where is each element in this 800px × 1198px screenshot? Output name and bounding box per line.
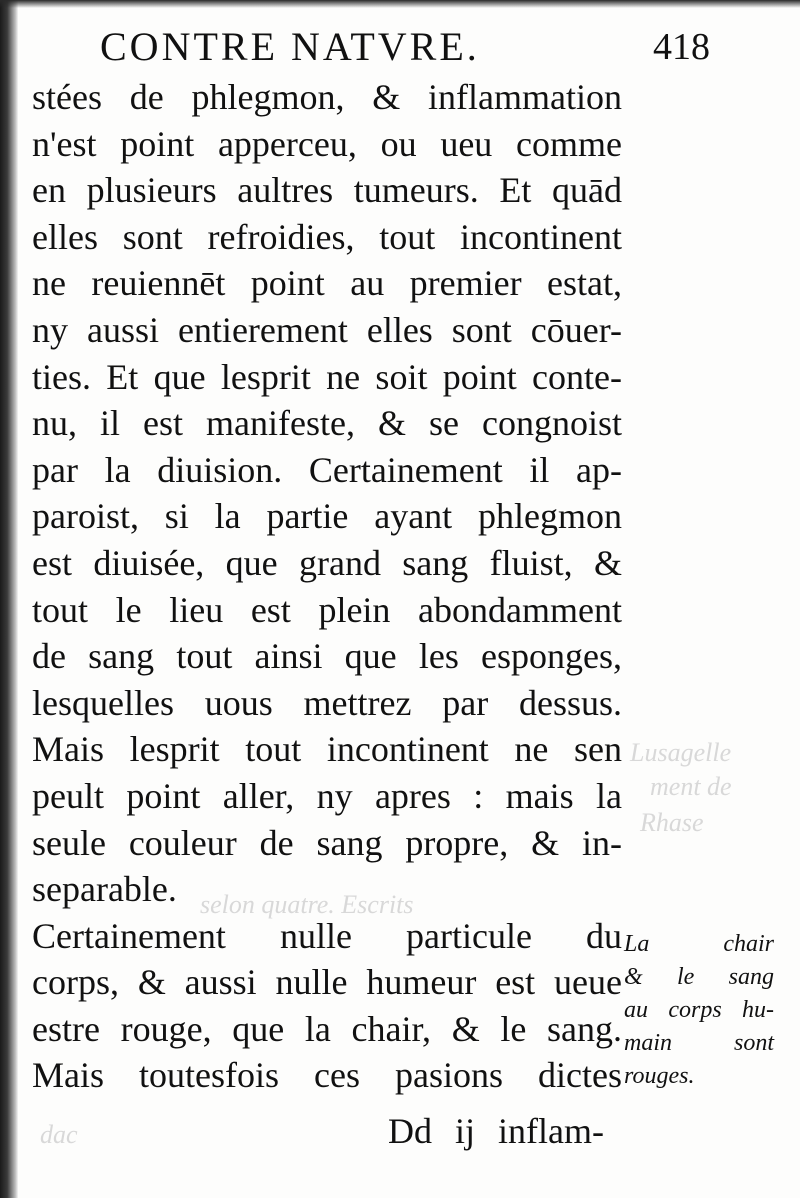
page-top-edge (0, 0, 800, 8)
show-through-text: dac (40, 1120, 78, 1149)
text-line: corps, & aussi nulle humeur est ueue (32, 962, 622, 1003)
text-line: stées de phlegmon, & inflammation (32, 77, 622, 117)
text-line: par la diuision. Certainement il ap- (32, 449, 622, 490)
text-line: ties. Et que lesprit ne soit point conte- (32, 356, 622, 397)
text-line: Mais lesprit tout incontinent ne sen (32, 729, 622, 770)
show-through-text: ment de (650, 772, 732, 801)
text-line: ne reuiennēt point au premier estat, (32, 263, 622, 304)
text-line: de sang tout ainsi que les esponges, (32, 636, 622, 677)
text-line: Mais toutesfois ces pasions dictes (32, 1055, 622, 1096)
margin-note-line: au corps hu- (624, 997, 774, 1023)
text-line: paroist, si la partie ayant phlegmon (32, 496, 622, 537)
text-line: Certainement nulle particule du (32, 915, 622, 956)
text-line: peult point aller, ny apres : mais la (32, 775, 622, 816)
catchword-signature: Dd ij inflam- (388, 1111, 604, 1151)
text-line: n'est point apperceu, ou ueu comme (32, 123, 622, 164)
text-line: seule couleur de sang propre, & in- (32, 822, 622, 863)
text-line: separable. (32, 869, 177, 910)
running-title: CONTRE NATVRE. (100, 24, 480, 69)
show-through-text: Lusagelle (630, 738, 732, 767)
page-number: 418 (653, 26, 710, 68)
main-text-block (32, 74, 622, 1099)
margin-note (624, 928, 774, 1093)
margin-note-line: main sont (624, 1030, 774, 1056)
page-header (100, 22, 710, 72)
text-line: lesquelles uous mettrez par dessus. (32, 682, 622, 723)
margin-note-line: & le sang (624, 964, 774, 990)
margin-note-line: rouges. (624, 1063, 695, 1089)
text-line: est diuisée, que grand sang fluist, & (32, 542, 622, 583)
text-line: nu, il est manifeste, & se congnoist (32, 403, 622, 444)
show-through-text: Rhase (640, 808, 704, 837)
text-line: estre rouge, que la chair, & le sang. (32, 1008, 622, 1049)
text-line: ny aussi entierement elles sont cōuer- (32, 309, 622, 350)
show-through-text: selon quatre. Escrits (200, 890, 414, 919)
text-line: elles sont refroidies, tout incontinent (32, 216, 622, 257)
text-line: en plusieurs aultres tumeurs. Et quād (32, 170, 622, 211)
text-line: tout le lieu est plein abondamment (32, 589, 622, 630)
binding-gutter (0, 0, 18, 1198)
margin-note-line: La chair (624, 931, 774, 957)
